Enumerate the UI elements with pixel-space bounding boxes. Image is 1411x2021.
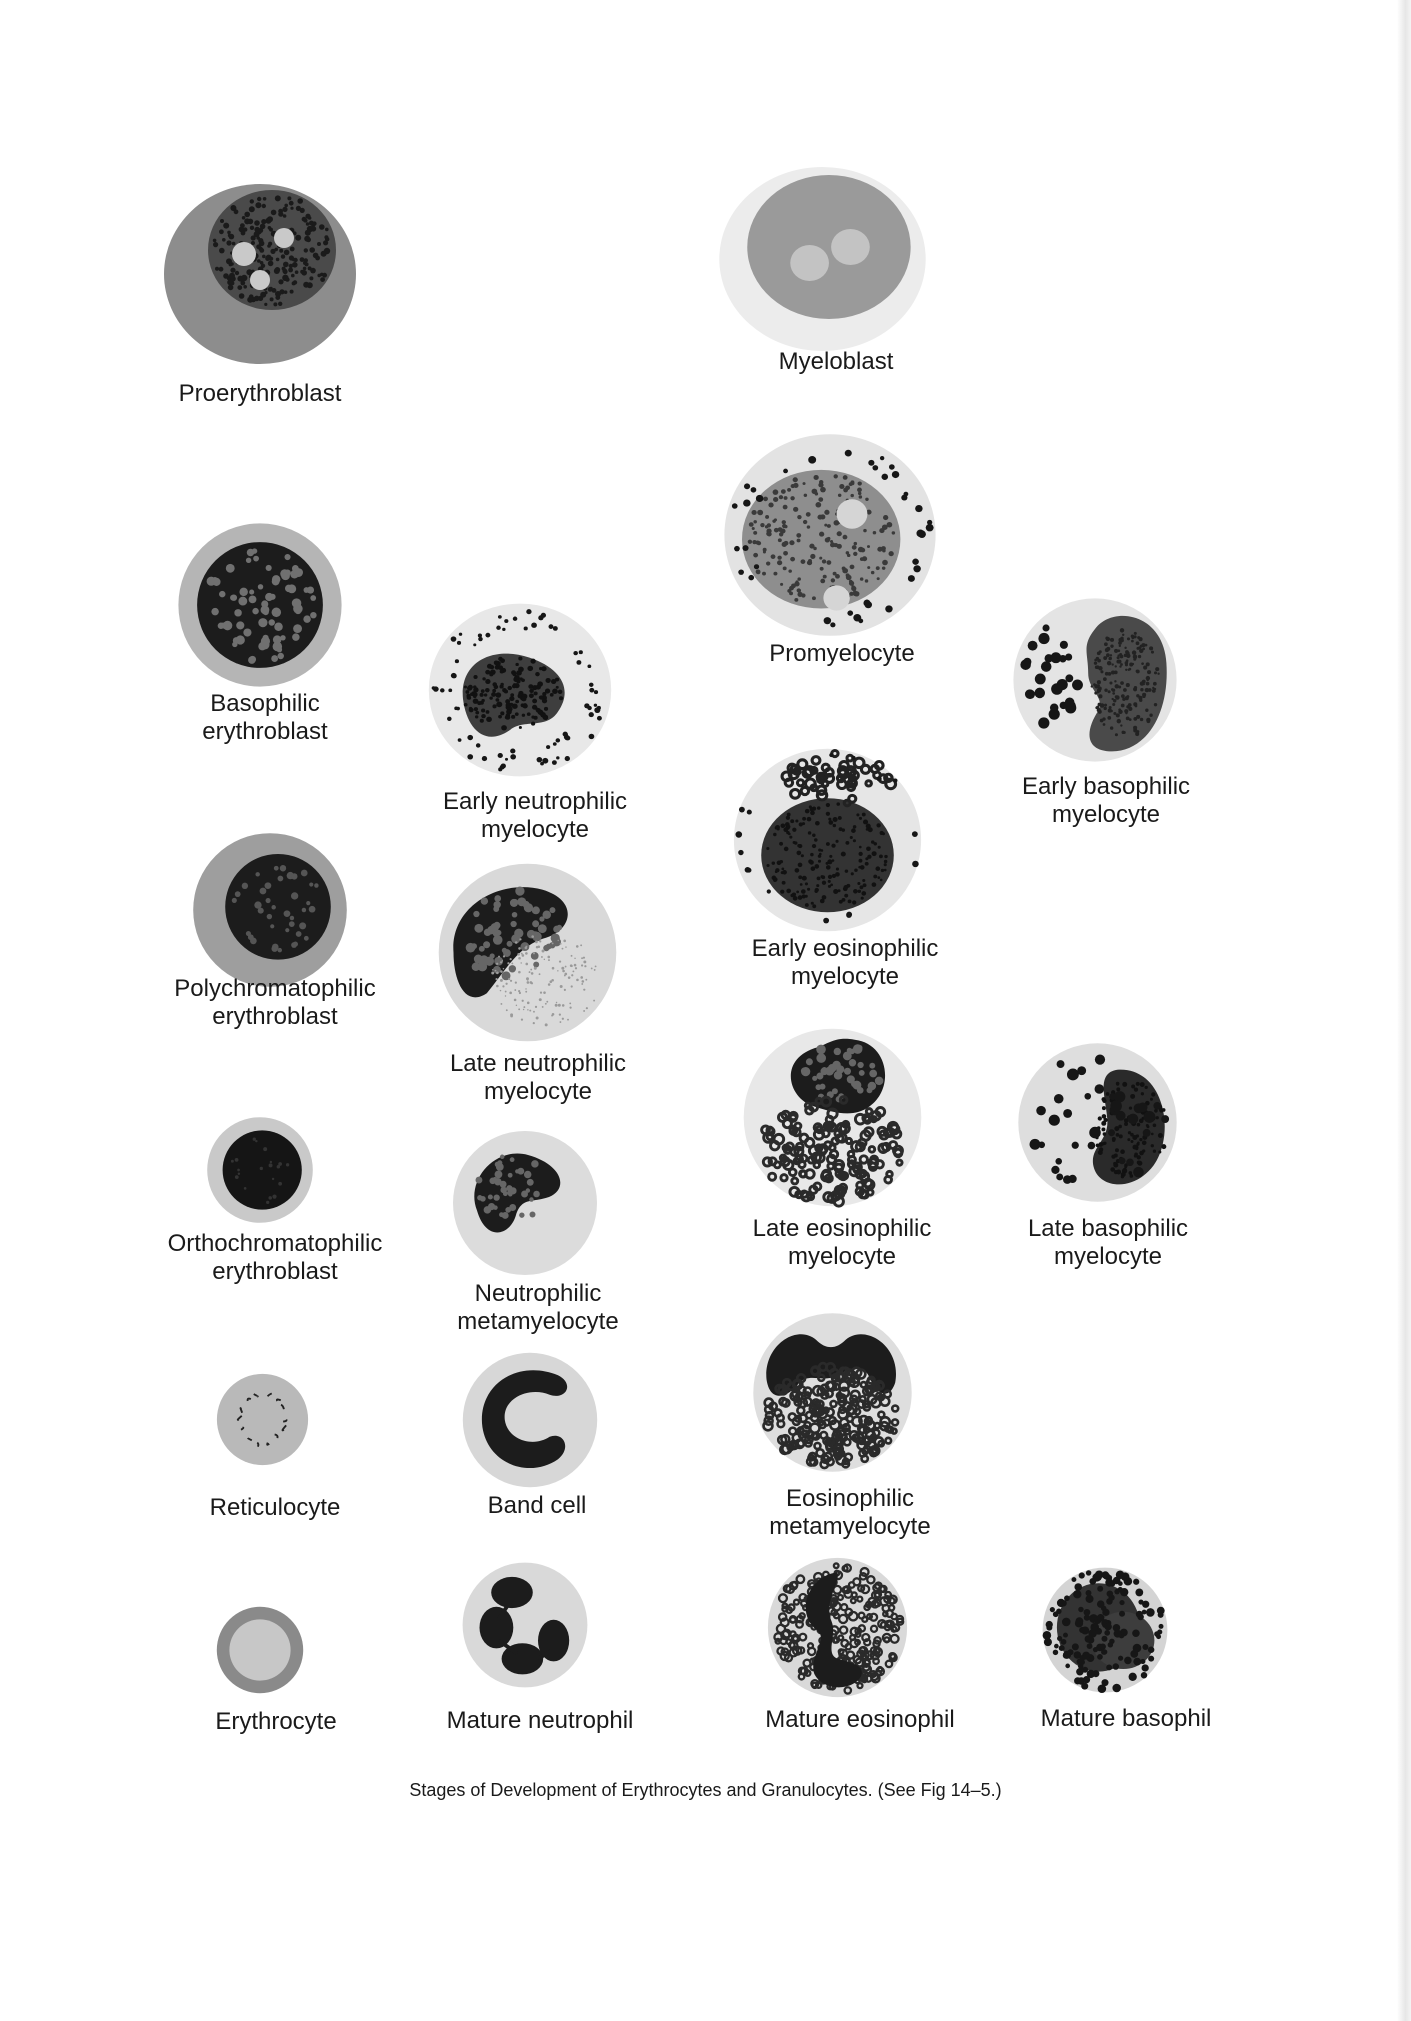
band-cell-cell-drawing [460,1350,600,1490]
late-basophilic-myelocyte-label-line: Late basophilic [1027,1215,1189,1242]
orthochromatophilic-erythroblast-cell-drawing [205,1115,315,1225]
eosinophilic-metamyelocyte-label [700,1485,1000,1541]
mature-basophil-cell [1040,1565,1170,1695]
figure-caption: Stages of Development of Erythrocytes and Granulocytes. (See Fig 14–5.) [409,1780,1002,1800]
basophilic-erythroblast-label [115,690,415,746]
page-edge-shadow [1397,0,1411,2021]
late-neutrophilic-myelocyte-label [388,1050,688,1106]
early-basophilic-myelocyte-cell [1010,595,1180,765]
mature-neutrophil-cell [460,1560,590,1690]
orthochromatophilic-erythroblast-cell [205,1115,315,1225]
late-eosinophilic-myelocyte-cell-drawing [740,1025,925,1210]
reticulocyte-cell-drawing [215,1372,310,1467]
mature-basophil-cell-drawing [1040,1565,1170,1695]
neutrophilic-metamyelocyte-cell-drawing [450,1128,600,1278]
mature-eosinophil-label [710,1706,1010,1734]
early-eosinophilic-myelocyte-cell [730,745,925,935]
orthochromatophilic-erythroblast-label-line: erythroblast [212,1258,338,1285]
polychromatophilic-erythroblast-label [125,975,425,1031]
eosinophilic-metamyelocyte-label-line: Eosinophilic [785,1485,915,1512]
band-cell-label-line: Band cell [487,1492,587,1519]
polychromatophilic-erythroblast-cell [190,830,350,990]
myeloblast-cell [715,155,930,355]
basophilic-erythroblast-cell-drawing [175,520,345,690]
late-eosinophilic-myelocyte-cell [740,1025,925,1210]
mature-neutrophil-label-line: Mature neutrophil [446,1707,634,1734]
late-neutrophilic-myelocyte-cell [435,860,620,1045]
early-eosinophilic-myelocyte-label [695,935,995,991]
early-neutrophilic-myelocyte-label-line: myelocyte [480,816,590,843]
promyelocyte-cell-drawing [720,430,940,640]
mature-neutrophil-label [390,1707,690,1735]
late-basophilic-myelocyte-cell [1015,1040,1180,1205]
early-neutrophilic-myelocyte-cell [425,600,615,780]
polychromatophilic-erythroblast-label-line: Polychromatophilic [174,975,376,1002]
early-neutrophilic-myelocyte-label [385,788,685,844]
eosinophilic-metamyelocyte-label-line: metamyelocyte [769,1513,931,1540]
neutrophilic-metamyelocyte-label [388,1280,688,1336]
late-eosinophilic-myelocyte-label-line: Late eosinophilic [752,1215,932,1242]
orthochromatophilic-erythroblast-label [125,1230,425,1286]
early-eosinophilic-myelocyte-cell-drawing [730,745,925,935]
mature-eosinophil-cell [765,1555,910,1700]
proerythroblast-label-line: Proerythroblast [178,380,342,407]
proerythroblast-label [110,380,410,408]
early-eosinophilic-myelocyte-label-line: myelocyte [790,963,900,990]
band-cell-cell [460,1350,600,1490]
neutrophilic-metamyelocyte-label-line: Neutrophilic [474,1280,602,1307]
late-neutrophilic-myelocyte-label-line: Late neutrophilic [449,1050,627,1077]
late-basophilic-myelocyte-label-line: myelocyte [1053,1243,1163,1270]
late-neutrophilic-myelocyte-cell-drawing [435,860,620,1045]
early-basophilic-myelocyte-cell-drawing [1010,595,1180,765]
promyelocyte-cell [720,430,940,640]
promyelocyte-label-line: Promyelocyte [769,640,915,667]
proerythroblast-cell-drawing [160,170,360,370]
proerythroblast-cell [160,170,360,370]
myeloblast-cell-drawing [715,155,930,355]
erythrocyte-cell [215,1605,305,1695]
early-neutrophilic-myelocyte-cell-drawing [425,600,615,780]
mature-eosinophil-label-line: Mature eosinophil [765,1706,955,1733]
eosinophilic-metamyelocyte-cell-drawing [750,1310,915,1475]
mature-eosinophil-cell-drawing [765,1555,910,1700]
late-neutrophilic-myelocyte-label-line: myelocyte [483,1078,593,1105]
erythrocyte-label-line: Erythrocyte [215,1708,337,1735]
neutrophilic-metamyelocyte-label-line: metamyelocyte [457,1308,619,1335]
orthochromatophilic-erythroblast-label-line: Orthochromatophilic [167,1230,383,1257]
late-basophilic-myelocyte-cell-drawing [1015,1040,1180,1205]
reticulocyte-label-line: Reticulocyte [209,1494,341,1521]
eosinophilic-metamyelocyte-cell [750,1310,915,1475]
erythrocyte-label [126,1708,426,1736]
mature-basophil-label [976,1705,1276,1733]
early-basophilic-myelocyte-label [956,773,1256,829]
basophilic-erythroblast-label-line: Basophilic [210,690,320,717]
late-eosinophilic-myelocyte-label-line: myelocyte [787,1243,897,1270]
erythrocyte-cell-drawing [215,1605,305,1695]
early-basophilic-myelocyte-label-line: myelocyte [1051,801,1161,828]
myeloblast-label [686,348,986,376]
early-neutrophilic-myelocyte-label-line: Early neutrophilic [442,788,628,815]
late-eosinophilic-myelocyte-label [692,1215,992,1271]
polychromatophilic-erythroblast-cell-drawing [190,830,350,990]
polychromatophilic-erythroblast-label-line: erythroblast [212,1003,338,1030]
late-basophilic-myelocyte-label [958,1215,1258,1271]
early-eosinophilic-myelocyte-label-line: Early eosinophilic [751,935,939,962]
reticulocyte-label [125,1494,425,1522]
neutrophilic-metamyelocyte-cell [450,1128,600,1278]
band-cell-label [387,1492,687,1520]
mature-neutrophil-cell-drawing [460,1560,590,1690]
basophilic-erythroblast-cell [175,520,345,690]
mature-basophil-label-line: Mature basophil [1040,1705,1212,1732]
early-basophilic-myelocyte-label-line: Early basophilic [1021,773,1191,800]
reticulocyte-cell [215,1372,310,1467]
myeloblast-label-line: Myeloblast [778,348,894,375]
promyelocyte-label [692,640,992,668]
basophilic-erythroblast-label-line: erythroblast [202,718,328,745]
